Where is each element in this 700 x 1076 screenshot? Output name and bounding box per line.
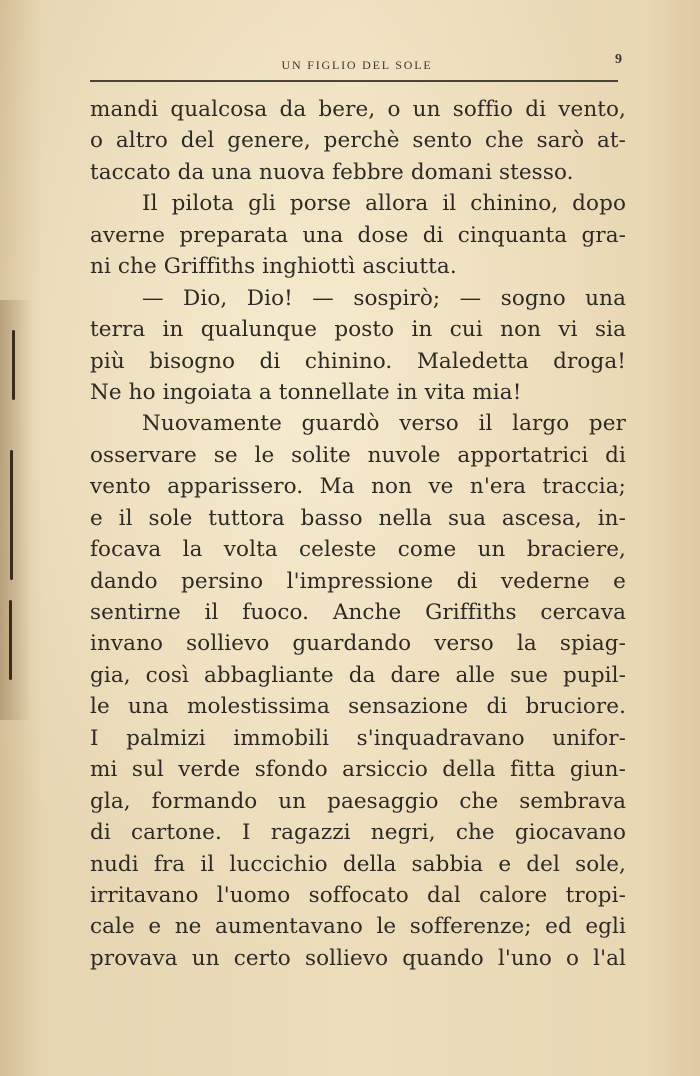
text-line: e il sole tuttora basso nella sua ascesa, in- [90, 505, 626, 531]
text-line: di cartone. I ragazzi negri, che giocavano [90, 820, 626, 846]
text-line: averne preparata una dose di cinquanta gra- [90, 222, 626, 248]
binding-thread [10, 450, 13, 580]
text-line: mandi qualcosa da bere, o un soffio di vento, [90, 97, 626, 122]
running-header [92, 52, 622, 80]
text-line: taccato da una nuova febbre domani stesso. [90, 159, 574, 185]
text-line: osservare se le solite nuvole apportatrici di [90, 442, 626, 468]
header-rule [90, 80, 618, 82]
text-line: Ne ho ingoiata a tonnellate in vita mia! [90, 379, 522, 405]
text-line: ni che Griffiths inghiottì asciutta. [90, 254, 457, 280]
text-line: terra in qualunque posto in cui non vi sia [90, 317, 626, 343]
text-line: sentirne il fuoco. Anche Griffiths cercava [90, 600, 626, 625]
text-line: o altro del genere, perchè sento che sarò at- [90, 128, 626, 154]
text-line: cale e ne aumentavano le sofferenze; ed egli [90, 914, 626, 940]
text-line: invano sollievo guardando verso la spiag- [90, 631, 626, 657]
running-title: UN FIGLIO DEL SOLE [281, 58, 433, 72]
text-line: I palmizi immobili s'inquadravano unifor- [90, 725, 626, 751]
text-line: dando persino l'impressione di vederne e [90, 568, 626, 594]
text-line: provava un certo sollievo quando l'uno o l'al [90, 945, 626, 971]
text-line: Nuovamente guardò verso il largo per [142, 411, 626, 437]
text-line: gla, formando un paesaggio che sembrava [90, 788, 626, 814]
body-text [90, 94, 626, 974]
text-line: vento apparissero. Ma non ve n'era traccia; [90, 474, 626, 500]
text-line: nudi fra il luccichio della sabbia e del sole, [90, 851, 626, 877]
text-line: focava la volta celeste come un braciere, [90, 537, 626, 563]
text-line: — Dio, Dio! — sospirò; — sogno una [142, 285, 626, 311]
page-number: 9 [615, 52, 622, 67]
text-line: irritavano l'uomo soffocato dal calore tropi- [90, 882, 626, 908]
binding-thread [9, 600, 12, 680]
page-binding-edge [0, 300, 32, 720]
text-line: Il pilota gli porse allora il chinino, dopo [142, 191, 626, 217]
text-line: mi sul verde sfondo arsiccio della fitta giun- [90, 757, 626, 783]
binding-thread [12, 330, 15, 400]
text-line: le una molestissima sensazione di bruciore. [90, 694, 626, 720]
text-line: più bisogno di chinino. Maledetta droga! [90, 348, 626, 374]
text-line: gia, così abbagliante da dare alle sue pupil- [90, 662, 626, 688]
